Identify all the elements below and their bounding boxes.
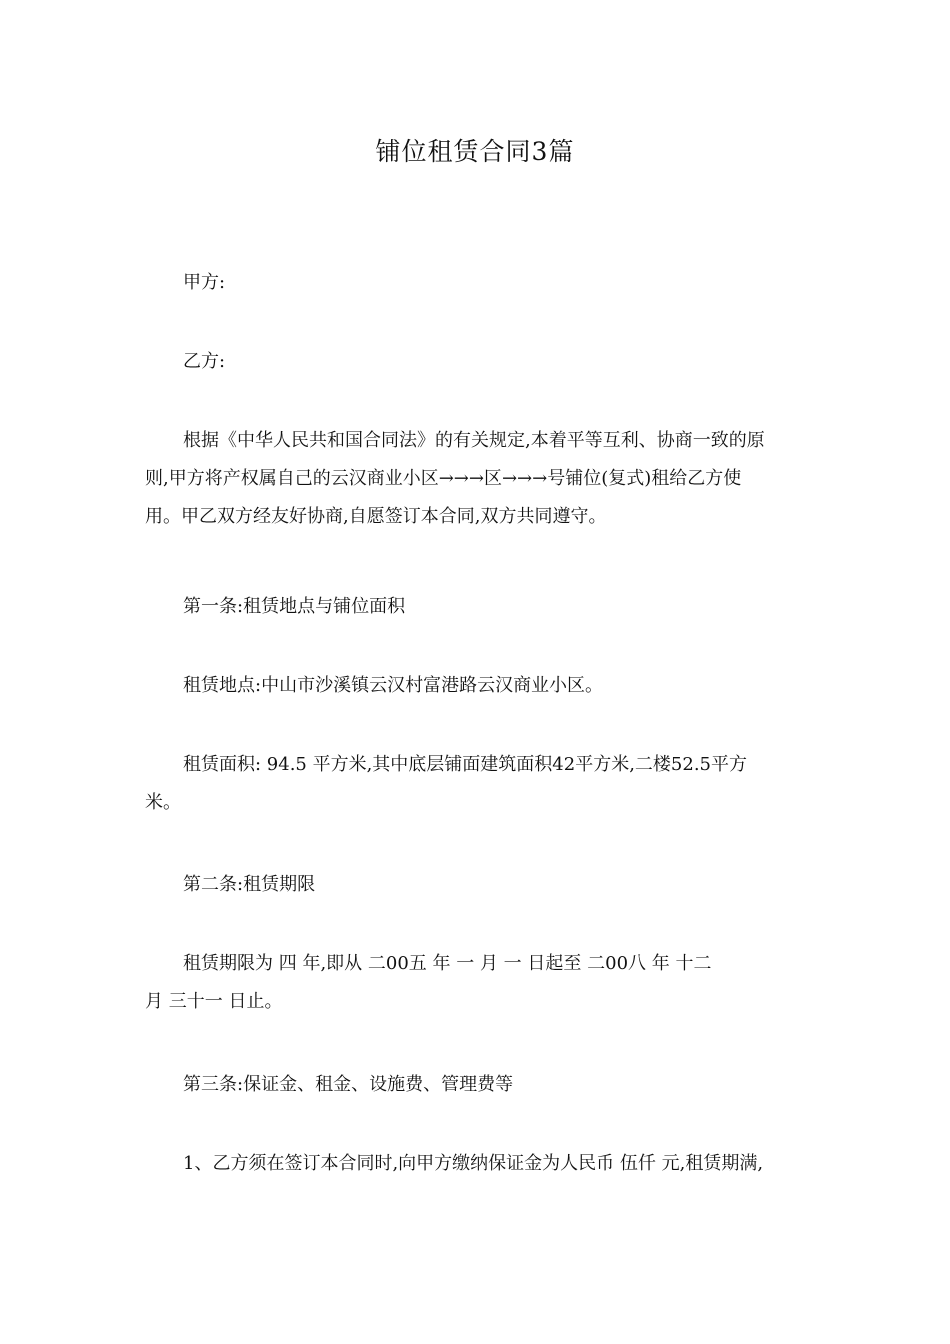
text-line: 1、乙方须在签订本合同时,向甲方缴纳保证金为人民币 伍仟 元,租赁期满, [183, 1153, 764, 1174]
text-line: 第一条:租赁地点与铺位面积 [183, 596, 406, 617]
party-b-line [145, 343, 805, 381]
party-a-line [145, 264, 805, 302]
text-line: 米。 [145, 792, 181, 813]
article-2-heading [145, 866, 805, 904]
text-line: 乙方: [183, 351, 226, 372]
text-line: 则,甲方将产权属自己的云汉商业小区→→→区→→→号铺位(复式)租给乙方使 [145, 468, 742, 489]
lease-area [145, 746, 805, 822]
document-title: 铺位租赁合同3篇 [375, 137, 575, 166]
text-line: 租赁面积: 94.5 平方米,其中底层铺面建筑面积42平方米,二楼52.5平方 [183, 754, 748, 775]
lease-location [145, 667, 805, 705]
text-line: 甲方: [183, 272, 226, 293]
text-line: 用。甲乙双方经友好协商,自愿签订本合同,双方共同遵守。 [145, 506, 607, 527]
text-line: 根据《中华人民共和国合同法》的有关规定,本着平等互利、协商一致的原 [183, 430, 765, 451]
text-line: 第三条:保证金、租金、设施费、管理费等 [183, 1074, 514, 1095]
text-line: 第二条:租赁期限 [183, 874, 316, 895]
text-line: 租赁地点:中山市沙溪镇云汉村富港路云汉商业小区。 [183, 675, 604, 696]
article-1-heading [145, 588, 805, 626]
preamble-paragraph [145, 422, 805, 536]
lease-term [145, 945, 805, 1021]
text-line: 租赁期限为 四 年,即从 二00五 年 一 月 一 日起至 二00八 年 十二 [183, 953, 712, 974]
article-3-heading [145, 1066, 805, 1104]
deposit-clause [145, 1145, 805, 1183]
text-line: 月 三十一 日止。 [145, 991, 283, 1012]
